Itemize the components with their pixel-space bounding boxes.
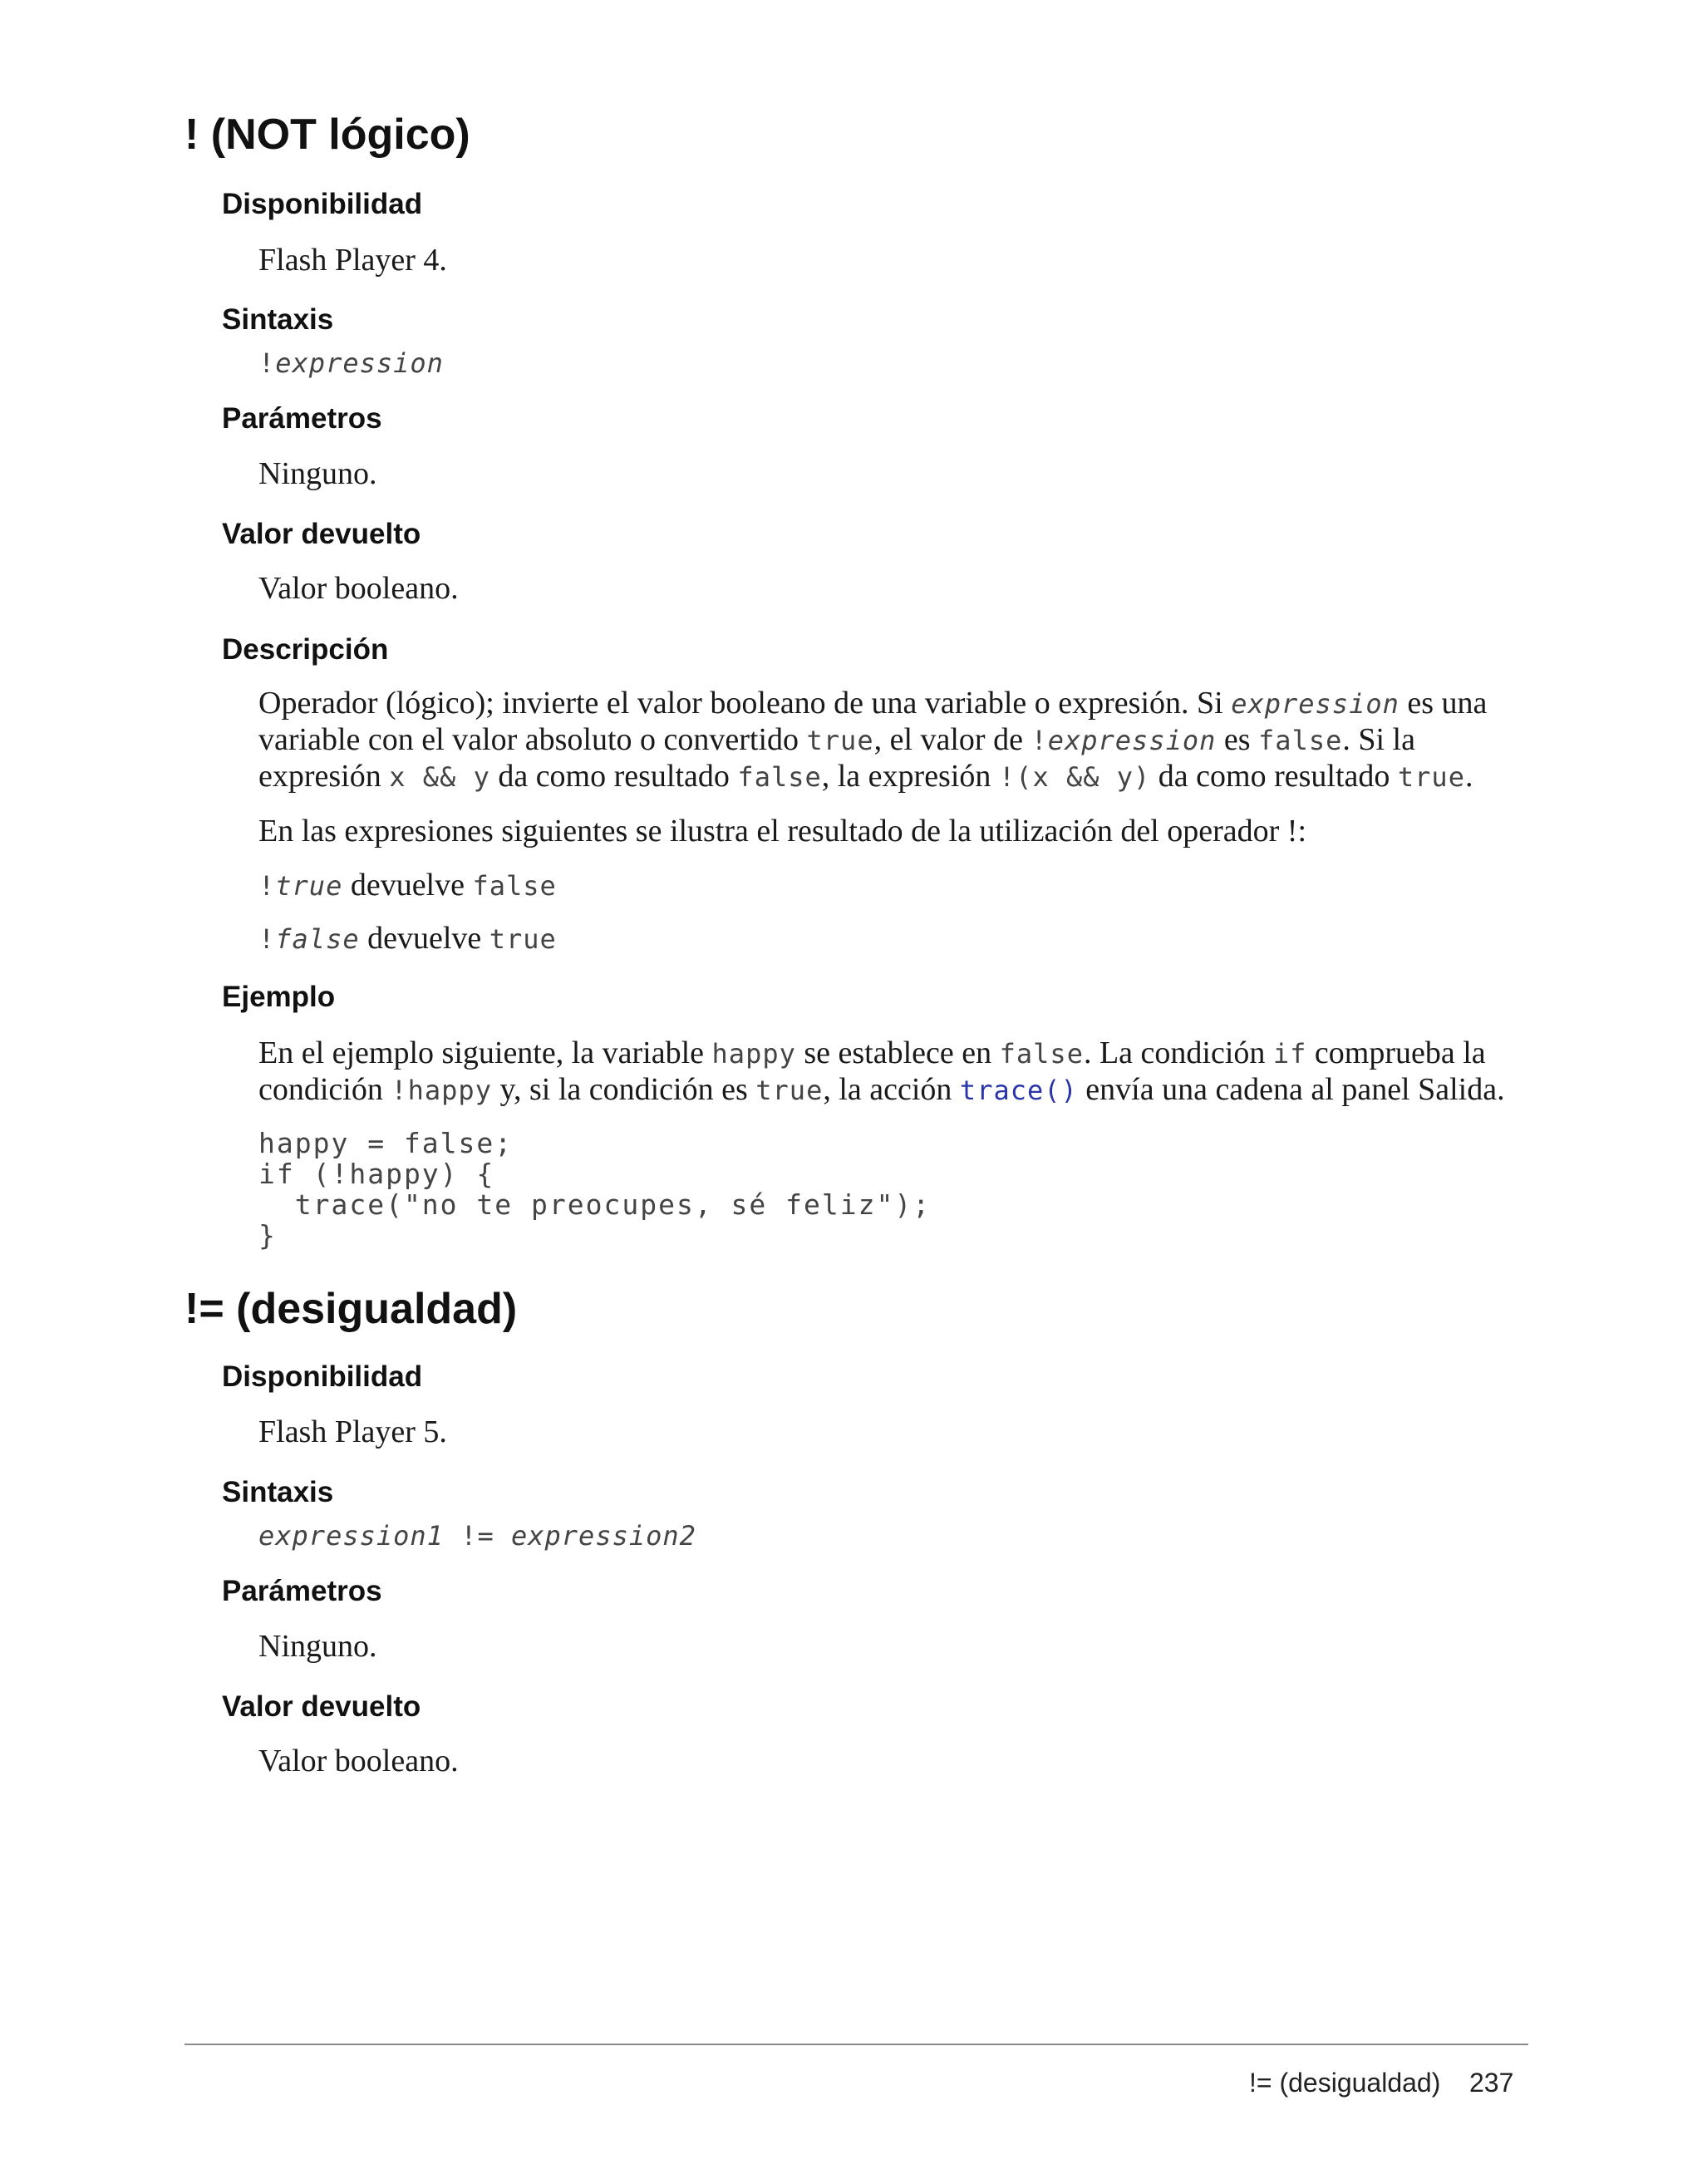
code-false: false xyxy=(999,1038,1084,1070)
syntax-line xyxy=(258,344,444,381)
text: envía una cadena al panel Salida. xyxy=(1077,1072,1505,1107)
params-heading: Parámetros xyxy=(222,1575,382,1607)
example-heading: Ejemplo xyxy=(222,981,336,1013)
syntax-heading: Sintaxis xyxy=(222,1476,334,1508)
code-false: false xyxy=(275,923,360,955)
text: condición xyxy=(258,1072,391,1107)
code-not: ! xyxy=(258,923,276,955)
text: devuelve xyxy=(342,868,473,903)
text: . xyxy=(1464,759,1473,794)
page-number: 237 xyxy=(1469,2068,1514,2098)
syntax-operator: ! xyxy=(258,347,276,379)
section-title-inequality: != (desigualdad) xyxy=(184,1285,518,1333)
syntax-expression-1: expression1 xyxy=(258,1520,444,1552)
availability-text: Flash Player 5. xyxy=(258,1414,447,1449)
example-line-1 xyxy=(258,1035,1486,1072)
code-example: happy = false; if (!happy) { trace("no te preocupes, sé feliz"); } xyxy=(258,1127,932,1252)
code-not: ! xyxy=(258,870,276,902)
text: Operador (lógico); invierte el valor booleano de una variable o expresión. Si xyxy=(258,686,1232,721)
availability-heading: Disponibilidad xyxy=(222,188,423,220)
availability-text: Flash Player 4. xyxy=(258,243,447,278)
code-true: true xyxy=(275,870,343,902)
text: es una xyxy=(1399,686,1488,721)
text: comprueba la xyxy=(1306,1035,1486,1070)
code-false: false xyxy=(1258,725,1343,756)
code-not: ! xyxy=(1031,725,1048,756)
code-happy: happy xyxy=(711,1038,796,1070)
syntax-line xyxy=(258,1517,696,1554)
example-not-true xyxy=(258,867,557,904)
text: devuelve xyxy=(359,921,489,956)
description-paragraph-2: En las expresiones siguientes se ilustra el resultado de la utilización del operador !: xyxy=(258,814,1306,849)
text: da como resultado xyxy=(1150,759,1398,794)
text: , la acción xyxy=(823,1072,960,1107)
code-expression: expression xyxy=(1047,725,1217,756)
text: se establece en xyxy=(795,1035,1000,1070)
text: En el ejemplo siguiente, la variable xyxy=(258,1035,712,1070)
code-if: if xyxy=(1272,1038,1307,1070)
code-true: true xyxy=(489,923,557,955)
code-false: false xyxy=(737,761,822,793)
example-line-2 xyxy=(258,1071,1505,1109)
text: variable con el valor absoluto o convertido xyxy=(258,722,807,757)
text: , la expresión xyxy=(821,759,999,794)
return-heading: Valor devuelto xyxy=(222,1690,421,1723)
syntax-expression: expression xyxy=(275,347,444,379)
text: expresión xyxy=(258,759,390,794)
text: da como resultado xyxy=(489,759,738,794)
syntax-expression-2: expression2 xyxy=(510,1520,696,1552)
trace-link[interactable]: trace() xyxy=(959,1075,1078,1106)
availability-heading: Disponibilidad xyxy=(222,1360,423,1393)
text: . La condición xyxy=(1083,1035,1273,1070)
section-title-not: ! (NOT lógico) xyxy=(184,111,470,159)
code-not-happy: !happy xyxy=(391,1075,492,1106)
description-heading: Descripción xyxy=(222,633,389,666)
return-text: Valor booleano. xyxy=(258,571,459,606)
text: y, si la condición es xyxy=(491,1072,756,1107)
description-line-3 xyxy=(258,758,1473,795)
syntax-heading: Sintaxis xyxy=(222,303,334,336)
text: , el valor de xyxy=(873,722,1031,757)
code-x-and-y: x && y xyxy=(389,761,490,793)
description-line-1 xyxy=(258,685,1487,722)
code-false: false xyxy=(472,870,557,902)
return-text: Valor booleano. xyxy=(258,1744,459,1778)
text: . Si la xyxy=(1342,722,1415,757)
code-expression: expression xyxy=(1231,688,1399,720)
code-true: true xyxy=(755,1075,824,1106)
code-true: true xyxy=(1397,761,1465,793)
syntax-operator: != xyxy=(443,1520,511,1552)
params-text: Ninguno. xyxy=(258,1629,377,1664)
footer-divider xyxy=(184,2044,1528,2045)
params-heading: Parámetros xyxy=(222,402,382,435)
example-not-false xyxy=(258,920,557,957)
return-heading: Valor devuelto xyxy=(222,518,421,550)
footer-section-title: != (desigualdad) xyxy=(1249,2068,1441,2098)
text: es xyxy=(1216,722,1259,757)
code-not-x-and-y: !(x && y) xyxy=(998,761,1151,793)
description-line-2 xyxy=(258,721,1415,759)
code-true: true xyxy=(806,725,874,756)
params-text: Ninguno. xyxy=(258,456,377,491)
